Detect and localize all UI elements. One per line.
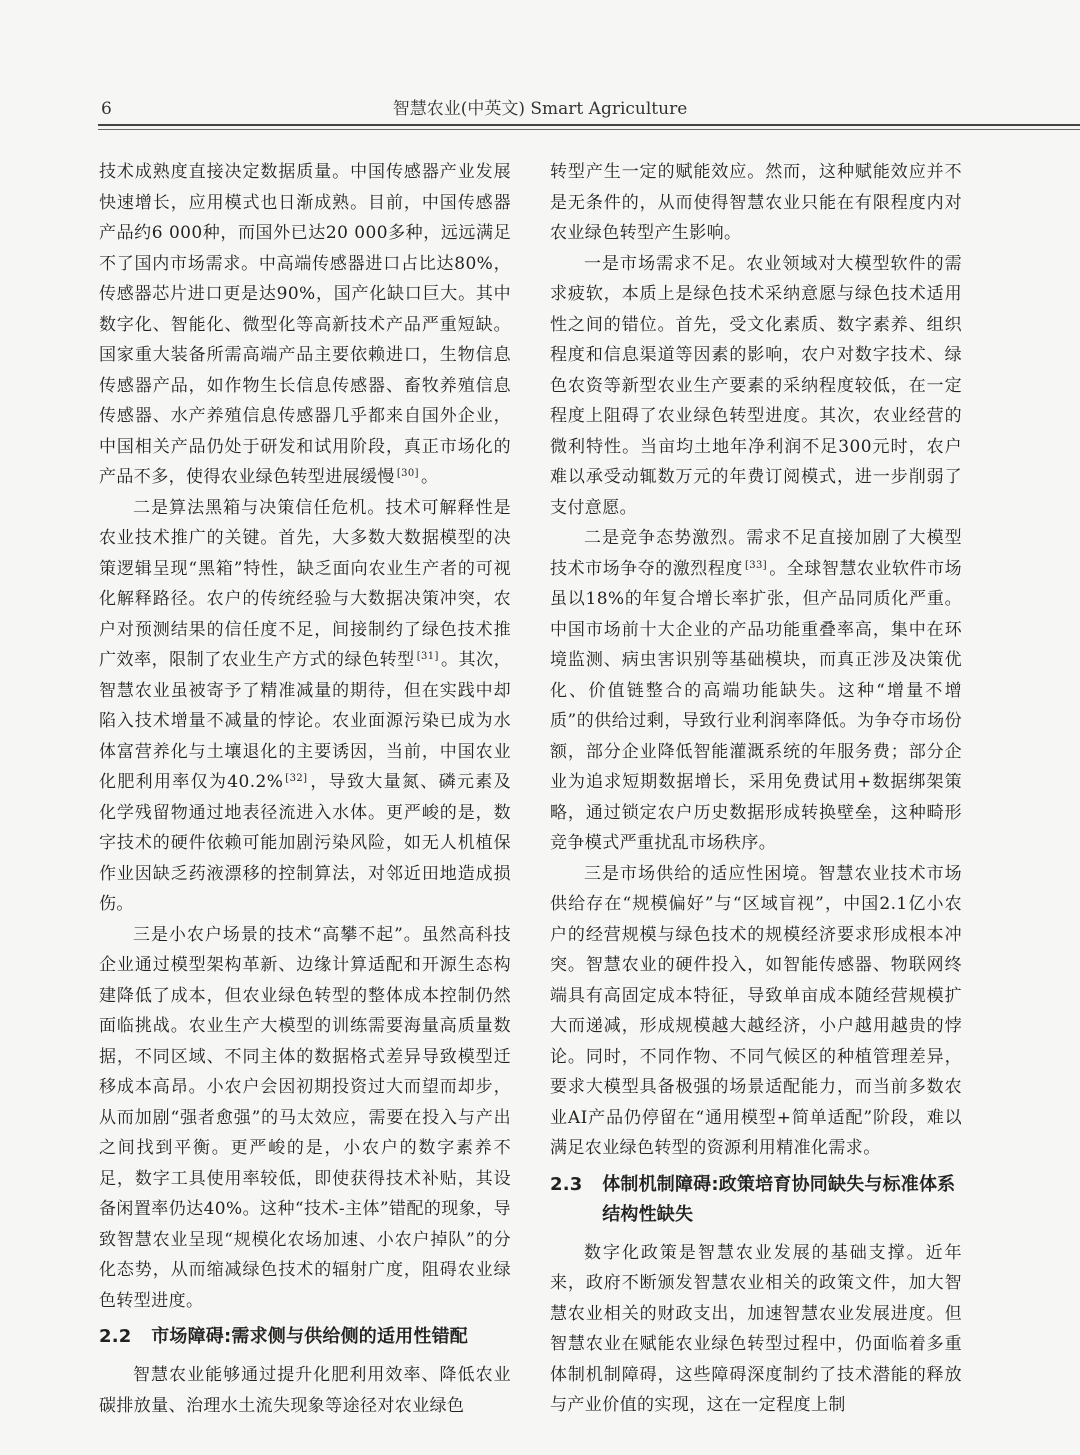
section-title: 市场障碍:需求侧与供给侧的适用性错配 <box>151 1326 468 1347</box>
paragraph: 二是竞争态势激烈。需求不足直接加剧了大模型技术市场争夺的激烈程度 [33] 。全球智慧农业软件市场虽以18%的年复合增长率扩张，但产品同质化严重。中国市场前十大企业的产品功能重叠率高，集中在环境监测、病虫害识别等基础模块，而真正涉及决策优化、价值链整合的高端功能缺失。这种“增量不增质”的供给过剩，导致行业利润率降低。为争夺市场份额，部分企业降低智能灌溉系统的年服务费；部分企业为追求短期数据增长，采用免费试用+数据绑架策略，通过锁定农户历史数据形成转换壁垒，这种畸形竞争模式严重扰乱市场秩序。 <box>550 528 963 853</box>
paragraph: 一是市场需求不足。农业领域对大模型软件的需求疲软，本质上是绿色技术采纳意愿与绿色技术适用性之间的错位。首先，受文化素质、数字素养、组织程度和信息渠道等因素的影响，农户对数字技术、绿色农资等新型农业生产要素的采纳程度较低，在一定程度上阻碍了农业绿色转型进度。其次，农业经营的微利特性。当亩均土地年净利润不足300元时，农户难以承受动辄数万元的年费订阅模式，进一步削弱了支付意愿。 <box>550 253 962 518</box>
citation: [30] <box>396 468 419 479</box>
right-column <box>550 157 962 1421</box>
section-number: 2.3 <box>550 1173 583 1195</box>
citation: [31] <box>416 651 439 662</box>
section-title: 体制机制障碍:政策培育协同缺失与标准体系结构性缺失 <box>602 1173 956 1225</box>
citation: [32] <box>285 773 308 784</box>
paragraph: 数字化政策是智慧农业发展的基础支撑。近年来，政府不断颁发智慧农业相关的政策文件，加大智慧农业相关的财政支出，加速智慧农业发展进度。但智慧农业在赋能农业绿色转型过程中，仍面临着多重体制机制障碍，这些障碍深度制约了技术潜能的释放与产业价值的实现，这在一定程度上制 <box>550 1242 962 1415</box>
section-number: 2.2 <box>99 1326 132 1347</box>
header-rule-thick <box>98 124 1080 126</box>
paragraph: 智慧农业能够通过提升化肥利用效率、降低农业碳排放量、治理水土流失现象等途径对农业绿色 <box>99 1365 511 1416</box>
paragraph: 二是算法黑箱与决策信任危机。技术可解释性是农业技术推广的关键。首先，大多数大数据模型的决策逻辑呈现“黑箱”特性，缺乏面向农业生产者的可视化解释路径。农户的传统经验与大数据决策冲突，农户对预测结果的信任度不足，间接制约了绿色技术推广效率，限制了农业生产方式的绿色转型 [31] 。其次，智慧农业虽被寄予了精准减量的期待，但在实践中却陷入技术增量不减量的悖论。农业面源污染已成为水体富营养化与土壤退化的主要诱因，当前，中国农业化肥利用率仅为40.2% [32] ，导致大量氮、磷元素及化学残留物通过地表径流进入水体。更严峻的是，数字技术的硬件依赖可能加剧污染风险，如无人机植保作业因缺乏药液漂移的控制算法，对邻近田地造成损伤。 <box>99 497 511 914</box>
paragraph: 三是小农户场景的技术“高攀不起”。虽然高科技企业通过模型架构革新、边缘计算适配和开源生态构建降低了成本，但农业绿色转型的整体成本控制仍然面临挑战。农业生产大模型的训练需要海量高质量数据，不同区域、不同主体的数据格式差异导致模型迁移成本高昂。小农户会因初期投资过大而望而却步，从而加剧“强者愈强”的马太效应，需要在投入与产出之间找到平衡。更严峻的是，小农户的数字素养不足，数字工具使用率较低，即使获得技术补贴，其设备闲置率仍达40%。这种“技术-主体”错配的现象，导致智慧农业呈现“规模化农场加速、小农户掉队”的分化态势，从而缩减绿色技术的辐射广度，阻碍农业绿色转型进度。 <box>99 924 511 1311</box>
left-column <box>99 157 511 1421</box>
section-heading <box>99 1322 511 1352</box>
paragraph: 技术成熟度直接决定数据质量。中国传感器产业发展快速增长，应用模式也日渐成熟。目前，中国传感器产品约6 000种，而国外已达20 000多种，远远满足不了国内市场需求。中高端传感器进口占比达80%，传感器芯片进口更是达90%，国产化缺口巨大。其中数字化、智能化、微型化等高新技术产品严重短缺。国家重大装备所需高端产品主要依赖进口，生物信息传感器产品，如作物生长信息传感器、畜牧养殖信息传感器、水产养殖信息传感器几乎都来自国外企业，中国相关产品仍处于研发和试用阶段，真正市场化的产品不多，使得农业绿色转型进展缓慢 [30] 。 <box>99 162 511 487</box>
paragraph: 转型产生一定的赋能效应。然而，这种赋能效应并不是无条件的，从而使得智慧农业只能在有限程度内对农业绿色转型产生影响。 <box>550 162 962 243</box>
citation: [33] <box>744 559 768 571</box>
page-number: 6 <box>101 99 112 119</box>
section-heading <box>550 1170 962 1230</box>
paragraph: 三是市场供给的适应性困境。智慧农业技术市场供给存在“规模偏好”与“区域盲视”，中国2.1亿小农户的经营规模与绿色技术的规模经济要求形成根本冲突。智慧农业的硬件投入，如智能传感器、物联网终端具有高固定成本特征，导致单亩成本随经营规模扩大而递减，形成规模越大越经济，小户越用越贵的悖论。同时，不同作物、不同气候区的种植管理差异，要求大模型具备极强的场景适配能力，而当前多数农业AI产品仍停留在“通用模型+简单适配”阶段，难以满足农业绿色转型的资源利用精准化需求。 <box>550 863 962 1158</box>
journal-title: 智慧农业(中英文) Smart Agriculture <box>392 99 688 119</box>
header-rule-thin <box>98 129 1080 130</box>
